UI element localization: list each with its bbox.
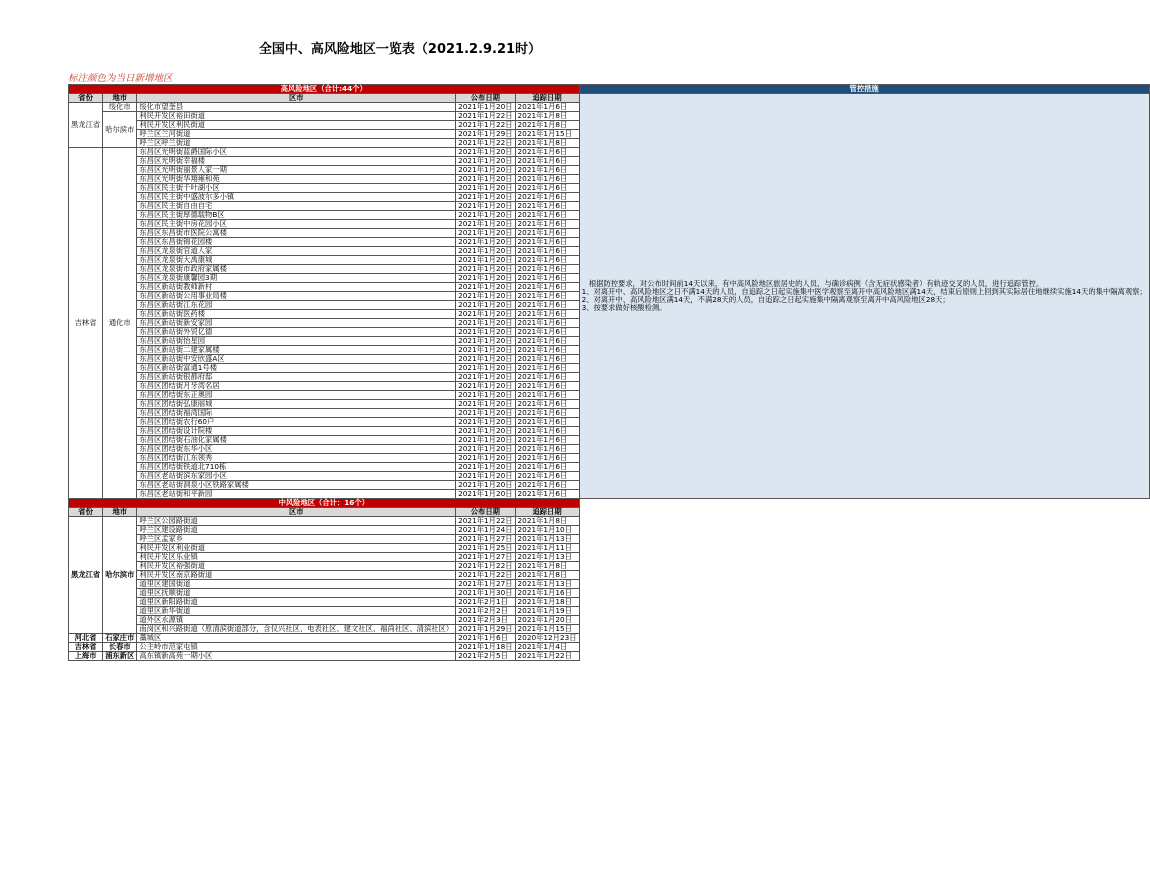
district-cell: 呼兰区呼兰街道: [137, 139, 456, 148]
trace-date-cell: 2021年1月6日: [515, 256, 579, 265]
publish-date-cell: 2021年1月22日: [456, 112, 515, 121]
publish-date-cell: 2021年1月20日: [456, 319, 515, 328]
mid-band-row: [69, 499, 1150, 508]
trace-date-cell: 2021年1月6日: [515, 229, 579, 238]
city-cell: 通化市: [103, 148, 137, 499]
legend-note: 标注颜色为当日新增地区: [68, 73, 173, 84]
publish-date-cell: 2021年1月20日: [456, 337, 515, 346]
table-row: [69, 526, 1150, 535]
publish-date-cell: 2021年1月20日: [456, 274, 515, 283]
trace-date-cell: 2021年1月8日: [515, 517, 579, 526]
district-cell: 东昌区新站街二建家属楼: [137, 346, 456, 355]
trace-date-cell: 2021年1月15日: [515, 625, 579, 634]
district-cell: 利民开发区裕田街道: [137, 112, 456, 121]
table-row: [69, 625, 1150, 634]
trace-date-cell: 2021年1月6日: [515, 247, 579, 256]
trace-date-cell: 2021年1月6日: [515, 382, 579, 391]
district-cell: 利民开发区裕强街道: [137, 562, 456, 571]
publish-date-cell: 2021年1月27日: [456, 580, 515, 589]
district-cell: 道里区新华街道: [137, 607, 456, 616]
publish-date-cell: 2021年1月18日: [456, 643, 515, 652]
province-cell: 上海市: [69, 652, 103, 661]
publish-date-cell: 2021年1月29日: [456, 625, 515, 634]
publish-date-cell: 2021年1月6日: [456, 634, 515, 643]
column-header-prov: 省份: [69, 94, 103, 103]
province-cell: 河北省: [69, 634, 103, 643]
mid-risk-band: 中风险地区（合计：16个）: [69, 499, 580, 508]
district-cell: 呼兰区兰河街道: [137, 130, 456, 139]
publish-date-cell: 2021年1月20日: [456, 256, 515, 265]
trace-date-cell: 2021年1月13日: [515, 553, 579, 562]
trace-date-cell: 2021年1月8日: [515, 139, 579, 148]
trace-date-cell: 2021年1月13日: [515, 580, 579, 589]
trace-date-cell: 2021年1月15日: [515, 130, 579, 139]
district-cell: 东昌区光明街华翔雍和苑: [137, 175, 456, 184]
high-risk-band: 高风险地区（合计:44个）: [69, 85, 580, 94]
district-cell: 利民开发区乐业镇: [137, 553, 456, 562]
table-row: [69, 571, 1150, 580]
publish-date-cell: 2021年1月20日: [456, 382, 515, 391]
risk-area-table: [68, 84, 1150, 661]
trace-date-cell: 2021年1月6日: [515, 490, 579, 499]
trace-date-cell: 2021年1月6日: [515, 238, 579, 247]
trace-date-cell: 2021年1月6日: [515, 202, 579, 211]
trace-date-cell: 2021年1月22日: [515, 652, 579, 661]
trace-date-cell: 2021年1月6日: [515, 391, 579, 400]
table-row: [69, 652, 1150, 661]
table-row: [69, 643, 1150, 652]
publish-date-cell: 2021年1月20日: [456, 220, 515, 229]
district-cell: 东昌区团结街石油化家属楼: [137, 436, 456, 445]
publish-date-cell: 2021年1月20日: [456, 247, 515, 256]
district-cell: 道外区永源镇: [137, 616, 456, 625]
publish-date-cell: 2021年1月22日: [456, 562, 515, 571]
trace-date-cell: 2021年1月6日: [515, 274, 579, 283]
trace-date-cell: 2021年1月6日: [515, 346, 579, 355]
district-cell: 东昌区老站街洞泉小区铁路家属楼: [137, 481, 456, 490]
publish-date-cell: 2021年1月20日: [456, 283, 515, 292]
district-cell: 道里区抚顺街道: [137, 589, 456, 598]
table-row: [69, 544, 1150, 553]
trace-date-cell: 2021年1月6日: [515, 166, 579, 175]
publish-date-cell: 2021年2月3日: [456, 616, 515, 625]
table-row: [69, 589, 1150, 598]
trace-date-cell: 2021年1月6日: [515, 400, 579, 409]
district-cell: 东昌区新站街外贸亿德: [137, 328, 456, 337]
district-cell: 东昌区龙泉街大禹康城: [137, 256, 456, 265]
city-cell: 绥化市: [103, 103, 137, 112]
city-cell: 哈尔滨市: [103, 112, 137, 148]
publish-date-cell: 2021年1月20日: [456, 166, 515, 175]
publish-date-cell: 2021年1月20日: [456, 292, 515, 301]
trace-date-cell: 2021年1月6日: [515, 184, 579, 193]
district-cell: 东昌区团结街福湾国际: [137, 409, 456, 418]
table-row: [69, 535, 1150, 544]
trace-date-cell: 2021年1月6日: [515, 193, 579, 202]
trace-date-cell: 2021年1月6日: [515, 364, 579, 373]
district-cell: 东昌区民主街千叶湖小区: [137, 184, 456, 193]
district-cell: 东昌区团结街东华小区: [137, 445, 456, 454]
district-cell: 利民开发区南京路街道: [137, 571, 456, 580]
publish-date-cell: 2021年1月20日: [456, 202, 515, 211]
district-cell: 道里区新阳路街道: [137, 598, 456, 607]
publish-date-cell: 2021年1月20日: [456, 400, 515, 409]
table-row: [69, 598, 1150, 607]
district-cell: 东昌区老站街和平新园: [137, 490, 456, 499]
publish-date-cell: 2021年1月20日: [456, 463, 515, 472]
province-cell: 黑龙江省: [69, 517, 103, 634]
district-cell: 道里区建国街道: [137, 580, 456, 589]
province-cell: 吉林省: [69, 643, 103, 652]
district-cell: 东昌区团结街江东领秀: [137, 454, 456, 463]
trace-date-cell: 2021年1月6日: [515, 148, 579, 157]
district-cell: 呼兰区建设路街道: [137, 526, 456, 535]
district-cell: 东昌区东昌街锦花园楼: [137, 238, 456, 247]
district-cell: 东昌区民主街中房花园小区: [137, 220, 456, 229]
district-cell: 东昌区团结街弘康丽城: [137, 400, 456, 409]
publish-date-cell: 2021年1月24日: [456, 526, 515, 535]
trace-date-cell: 2021年1月8日: [515, 562, 579, 571]
publish-date-cell: 2021年1月20日: [456, 328, 515, 337]
column-header-district: 区市: [137, 508, 456, 517]
publish-date-cell: 2021年1月20日: [456, 490, 515, 499]
city-cell: 浦东新区: [103, 652, 137, 661]
district-cell: 东昌区东昌街市医院公寓楼: [137, 229, 456, 238]
district-cell: 东昌区光明街蓝爵国际小区: [137, 148, 456, 157]
city-cell: 哈尔滨市: [103, 517, 137, 634]
district-cell: 东昌区新站街怡星园: [137, 337, 456, 346]
district-cell: 东昌区新站街银都府邸: [137, 373, 456, 382]
publish-date-cell: 2021年1月25日: [456, 544, 515, 553]
trace-date-cell: 2021年1月13日: [515, 535, 579, 544]
district-cell: 东昌区民主街中盛波尔多小镇: [137, 193, 456, 202]
publish-date-cell: 2021年1月20日: [456, 355, 515, 364]
district-cell: 东昌区新站街教师新村: [137, 283, 456, 292]
column-header-district: 区市: [137, 94, 456, 103]
trace-date-cell: 2021年1月6日: [515, 355, 579, 364]
trace-date-cell: 2021年1月6日: [515, 220, 579, 229]
column-header-city: 地市: [103, 94, 137, 103]
district-cell: 东昌区民主街自由自宅: [137, 202, 456, 211]
control-line: 1、对离开中、高风险地区之日不满14天的人员，自追踪之日起实施集中医学观察至离开中高风险地区满14天，结束后原则上回到其实际居住地继续实施14天的集中隔离观察；: [581, 287, 1147, 296]
province-cell: 吉林省: [69, 148, 103, 499]
city-cell: 长春市: [103, 643, 137, 652]
district-cell: 东昌区新站街医药楼: [137, 310, 456, 319]
publish-date-cell: 2021年1月20日: [456, 481, 515, 490]
high-band-row: [69, 85, 1150, 94]
trace-date-cell: 2021年1月6日: [515, 445, 579, 454]
trace-date-cell: 2021年1月6日: [515, 472, 579, 481]
district-cell: 东昌区光明街幸福楼: [137, 157, 456, 166]
publish-date-cell: 2021年1月20日: [456, 238, 515, 247]
trace-date-cell: 2021年1月6日: [515, 481, 579, 490]
table-row: [69, 607, 1150, 616]
publish-date-cell: 2021年1月29日: [456, 130, 515, 139]
publish-date-cell: 2021年1月22日: [456, 571, 515, 580]
high-header-row: [69, 94, 1150, 103]
district-cell: 东昌区团结街设计院楼: [137, 427, 456, 436]
trace-date-cell: 2021年1月20日: [515, 616, 579, 625]
district-cell: 东昌区团结街月牙湾名居: [137, 382, 456, 391]
trace-date-cell: 2021年1月6日: [515, 328, 579, 337]
publish-date-cell: 2021年1月27日: [456, 535, 515, 544]
trace-date-cell: 2021年1月6日: [515, 418, 579, 427]
publish-date-cell: 2021年1月20日: [456, 364, 515, 373]
publish-date-cell: 2021年1月20日: [456, 301, 515, 310]
trace-date-cell: 2021年1月6日: [515, 454, 579, 463]
publish-date-cell: 2021年1月20日: [456, 184, 515, 193]
trace-date-cell: 2021年1月6日: [515, 283, 579, 292]
publish-date-cell: 2021年1月22日: [456, 121, 515, 130]
publish-date-cell: 2021年2月2日: [456, 607, 515, 616]
trace-date-cell: 2021年1月6日: [515, 373, 579, 382]
district-cell: 东昌区光明街丽景人家一期: [137, 166, 456, 175]
district-cell: 东昌区龙泉街市政府家属楼: [137, 265, 456, 274]
publish-date-cell: 2021年1月20日: [456, 148, 515, 157]
column-header-trace: 追踪日期: [515, 94, 579, 103]
publish-date-cell: 2021年1月20日: [456, 175, 515, 184]
publish-date-cell: 2021年1月20日: [456, 229, 515, 238]
publish-date-cell: 2021年1月20日: [456, 436, 515, 445]
trace-date-cell: 2021年1月6日: [515, 175, 579, 184]
publish-date-cell: 2021年1月20日: [456, 193, 515, 202]
district-cell: 呼兰区公园路街道: [137, 517, 456, 526]
district-cell: 高东镇新高苑一期小区: [137, 652, 456, 661]
publish-date-cell: 2021年1月20日: [456, 265, 515, 274]
publish-date-cell: 2021年1月20日: [456, 391, 515, 400]
trace-date-cell: 2021年1月6日: [515, 310, 579, 319]
trace-date-cell: 2021年1月6日: [515, 103, 579, 112]
district-cell: 东昌区新站街公用事业局楼: [137, 292, 456, 301]
column-header-trace: 追踪日期: [515, 508, 579, 517]
control-line: 根据防控要求，对公布时间前14天以来，有中高风险地区旅居史的人员、与确诊病例（含无症状感染者）有轨迹交叉的人员，进行追踪管控。: [581, 279, 1044, 288]
page-title: 全国中、高风险地区一览表（2021.2.9.21时）: [258, 42, 542, 57]
trace-date-cell: 2021年1月4日: [515, 643, 579, 652]
column-header-prov: 省份: [69, 508, 103, 517]
publish-date-cell: 2021年1月20日: [456, 211, 515, 220]
publish-date-cell: 2021年1月20日: [456, 445, 515, 454]
trace-date-cell: 2021年1月10日: [515, 526, 579, 535]
control-line: 2、对离开中、高风险地区满14天，不满28天的人员，自追踪之日起实施集中隔离观察至离开中高风险地区28天；: [581, 295, 950, 304]
district-cell: 绥化市望奎县: [137, 103, 456, 112]
trace-date-cell: 2021年1月6日: [515, 463, 579, 472]
trace-date-cell: 2021年1月6日: [515, 337, 579, 346]
publish-date-cell: 2021年1月20日: [456, 409, 515, 418]
district-cell: 东昌区新站街新安家园: [137, 319, 456, 328]
trace-date-cell: 2021年1月6日: [515, 436, 579, 445]
trace-date-cell: 2021年1月6日: [515, 409, 579, 418]
district-cell: 东昌区新站街富通1号楼: [137, 364, 456, 373]
district-cell: 东昌区龙泉街官道人家: [137, 247, 456, 256]
publish-date-cell: 2021年1月20日: [456, 373, 515, 382]
trace-date-cell: 2021年1月8日: [515, 112, 579, 121]
publish-date-cell: 2021年1月20日: [456, 346, 515, 355]
publish-date-cell: 2021年1月20日: [456, 157, 515, 166]
trace-date-cell: 2021年1月16日: [515, 589, 579, 598]
table-row: [69, 517, 1150, 526]
publish-date-cell: 2021年1月27日: [456, 553, 515, 562]
district-cell: 东昌区龙泉街康馨园3期: [137, 274, 456, 283]
trace-date-cell: 2021年1月19日: [515, 607, 579, 616]
trace-date-cell: 2021年1月6日: [515, 427, 579, 436]
trace-date-cell: 2021年1月8日: [515, 121, 579, 130]
column-header-pub: 公布日期: [456, 508, 515, 517]
publish-date-cell: 2021年1月20日: [456, 418, 515, 427]
city-cell: 石家庄市: [103, 634, 137, 643]
mid-header-row: [69, 508, 1150, 517]
district-cell: 利民开发区利民街道: [137, 121, 456, 130]
publish-date-cell: 2021年2月5日: [456, 652, 515, 661]
column-header-city: 地市: [103, 508, 137, 517]
trace-date-cell: 2021年1月6日: [515, 265, 579, 274]
publish-date-cell: 2021年2月1日: [456, 598, 515, 607]
publish-date-cell: 2021年1月22日: [456, 139, 515, 148]
publish-date-cell: 2021年1月20日: [456, 310, 515, 319]
publish-date-cell: 2021年1月20日: [456, 103, 515, 112]
publish-date-cell: 2021年1月20日: [456, 472, 515, 481]
district-cell: 公主岭市范家屯镇: [137, 643, 456, 652]
control-measures: [579, 94, 1149, 499]
publish-date-cell: 2021年1月20日: [456, 427, 515, 436]
trace-date-cell: 2020年12月23日: [515, 634, 579, 643]
district-cell: 藁城区: [137, 634, 456, 643]
control-line: 3、按要求做好核酸检测。: [581, 303, 667, 312]
trace-date-cell: 2021年1月6日: [515, 301, 579, 310]
publish-date-cell: 2021年1月22日: [456, 517, 515, 526]
table-row: [69, 553, 1150, 562]
table-row: [69, 562, 1150, 571]
district-cell: 利民开发区利业街道: [137, 544, 456, 553]
publish-date-cell: 2021年1月30日: [456, 589, 515, 598]
district-cell: 东昌区老站街滨东家园小区: [137, 472, 456, 481]
district-cell: 南岗区和兴路街道（原清滨街道部分，含仪兴社区、电表社区、建文社区、福尚社区、清滨社区）: [137, 625, 456, 634]
district-cell: 呼兰区孟家乡: [137, 535, 456, 544]
province-cell: 黑龙江省: [69, 103, 103, 148]
district-cell: 东昌区团结街铁道北710栋: [137, 463, 456, 472]
district-cell: 东昌区民主街厚德载物B区: [137, 211, 456, 220]
trace-date-cell: 2021年1月6日: [515, 292, 579, 301]
trace-date-cell: 2021年1月11日: [515, 544, 579, 553]
column-header-pub: 公布日期: [456, 94, 515, 103]
trace-date-cell: 2021年1月18日: [515, 598, 579, 607]
trace-date-cell: 2021年1月8日: [515, 571, 579, 580]
district-cell: 东昌区新站街中安欣盛A区: [137, 355, 456, 364]
trace-date-cell: 2021年1月6日: [515, 157, 579, 166]
trace-date-cell: 2021年1月6日: [515, 211, 579, 220]
district-cell: 东昌区团结街东正奥园: [137, 391, 456, 400]
district-cell: 东昌区新站街江东花园: [137, 301, 456, 310]
district-cell: 东昌区团结街农行60户: [137, 418, 456, 427]
publish-date-cell: 2021年1月20日: [456, 454, 515, 463]
trace-date-cell: 2021年1月6日: [515, 319, 579, 328]
table-row: [69, 580, 1150, 589]
table-row: [69, 634, 1150, 643]
control-header: 管控措施: [579, 85, 1149, 94]
